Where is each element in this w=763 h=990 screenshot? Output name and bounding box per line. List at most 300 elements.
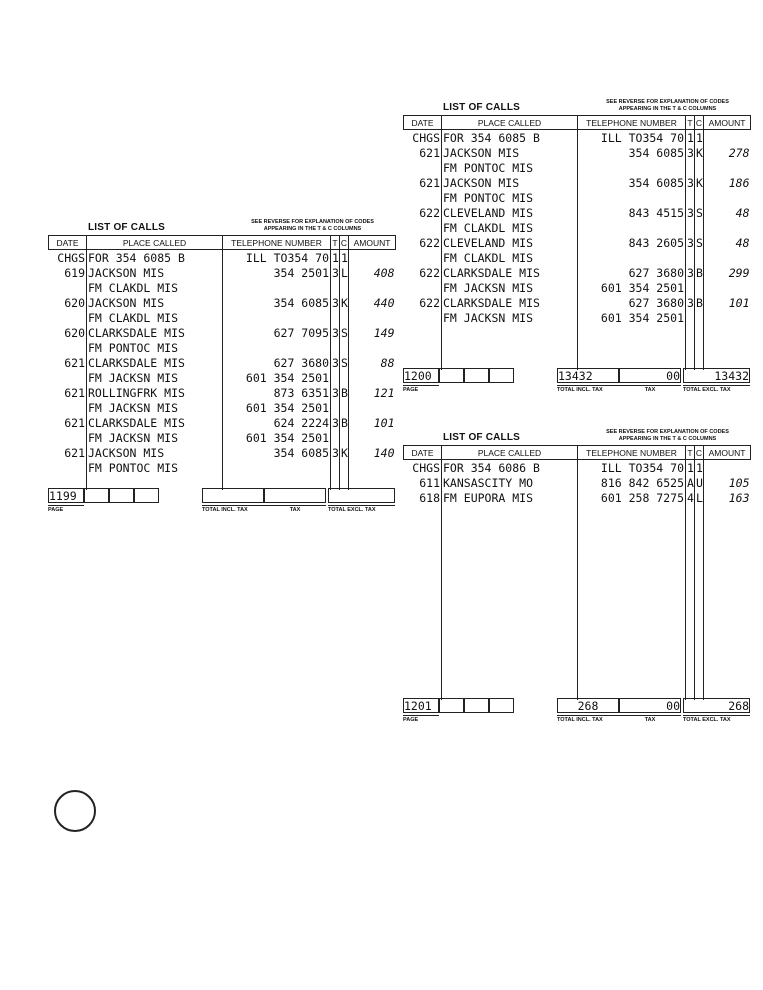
blank-box (109, 488, 134, 503)
call-cell-place: FM CLAKDL MIS (442, 220, 578, 235)
call-cell-t (331, 370, 340, 385)
call-row (49, 295, 396, 310)
call-cell-tel: 601 354 2501 (578, 280, 686, 295)
call-cell-date (49, 430, 87, 445)
call-cell-t (686, 280, 695, 295)
call-cell-date (49, 370, 87, 385)
call-row (404, 535, 751, 550)
call-cell-t (686, 325, 695, 340)
call-cell-tel: 843 2605 (578, 235, 686, 250)
tax-label: TAX (619, 715, 681, 723)
col-t-header: T (687, 447, 693, 458)
call-cell-place: CLARKSDALE MIS (442, 295, 578, 310)
codes-note-line-2: APPEARING IN THE T & C COLUMNS (618, 436, 717, 442)
call-cell-amount (704, 640, 751, 655)
call-cell-amount (704, 610, 751, 625)
call-row (49, 445, 396, 460)
call-cell-amount: 105 (704, 475, 751, 490)
statement-footer (403, 368, 750, 393)
call-cell-date (404, 520, 442, 535)
total-incl-tax-label: TOTAL INCL. TAX (202, 505, 264, 513)
call-cell-t (686, 520, 695, 535)
call-cell-date (404, 640, 442, 655)
codes-explanation-note (585, 99, 750, 113)
call-cell-c (695, 325, 704, 340)
call-cell-date: 611 (404, 475, 442, 490)
tax-label: TAX (619, 385, 681, 393)
call-cell-tel: 624 2224 (223, 415, 331, 430)
call-cell-c (695, 160, 704, 175)
blank-box (134, 488, 159, 503)
call-cell-c: K (696, 176, 703, 190)
call-cell-c (695, 625, 704, 640)
call-cell-date (404, 190, 442, 205)
call-cell-place (442, 610, 578, 625)
call-cell-date: 622 (404, 205, 442, 220)
call-cell-tel: 627 3680 (223, 355, 331, 370)
total-incl-tax-box: 268 (557, 698, 619, 713)
call-cell-c (695, 565, 704, 580)
call-row (49, 460, 396, 475)
call-cell-t (331, 430, 340, 445)
call-cell-amount (704, 580, 751, 595)
call-cell-t (686, 640, 695, 655)
call-row (404, 625, 751, 640)
call-cell-t: A (687, 476, 694, 490)
call-cell-date: 618 (404, 490, 442, 505)
call-cell-c: B (696, 266, 703, 280)
call-cell-t: 1 (687, 461, 694, 475)
call-cell-amount: 408 (349, 265, 396, 280)
codes-note-line-2: APPEARING IN THE T & C COLUMNS (263, 226, 362, 232)
call-cell-amount: 149 (349, 325, 396, 340)
call-cell-date (49, 280, 87, 295)
call-cell-place (442, 625, 578, 640)
total-excl-tax-label: TOTAL EXCL. TAX (328, 505, 395, 513)
call-cell-amount (704, 310, 751, 325)
call-cell-t (686, 610, 695, 625)
call-cell-amount: 88 (349, 355, 396, 370)
call-cell-date (404, 250, 442, 265)
call-cell-amount (704, 190, 751, 205)
call-cell-amount (704, 220, 751, 235)
call-cell-date: 621 (404, 145, 442, 160)
call-row (404, 550, 751, 565)
call-cell-place (442, 505, 578, 520)
call-cell-place (442, 340, 578, 355)
call-cell-c: K (696, 146, 703, 160)
call-cell-amount (704, 280, 751, 295)
call-cell-c (695, 220, 704, 235)
call-cell-date (49, 400, 87, 415)
call-cell-date: 620 (49, 295, 87, 310)
call-row (49, 355, 396, 370)
call-cell-tel (578, 505, 686, 520)
call-cell-place (442, 580, 578, 595)
call-cell-amount: 121 (349, 385, 396, 400)
call-cell-c (695, 610, 704, 625)
call-cell-amount (704, 550, 751, 565)
call-cell-c: K (341, 446, 348, 460)
call-cell-amount (704, 130, 751, 146)
call-row (404, 250, 751, 265)
call-cell-t (331, 400, 340, 415)
call-cell-amount (704, 520, 751, 535)
call-row (404, 130, 751, 146)
call-cell-c (695, 670, 704, 685)
call-cell-amount (704, 460, 751, 476)
call-row (49, 430, 396, 445)
codes-explanation-note (585, 429, 750, 443)
total-incl-tax-box (202, 488, 264, 503)
call-cell-place: JACKSON MIS (87, 445, 223, 460)
call-cell-date: 621 (49, 385, 87, 400)
call-row (49, 325, 396, 340)
call-cell-place: FOR 354 6085 B (87, 250, 223, 266)
tax-label: TAX (264, 505, 326, 513)
call-cell-amount (349, 310, 396, 325)
call-cell-t (686, 550, 695, 565)
call-cell-date (404, 535, 442, 550)
call-cell-amount (704, 160, 751, 175)
codes-note-line-1: SEE REVERSE FOR EXPLANATION OF CODES (606, 99, 729, 105)
call-cell-tel (223, 340, 331, 355)
call-cell-amount (349, 400, 396, 415)
call-cell-date (49, 310, 87, 325)
call-cell-place: FM PONTOC MIS (442, 190, 578, 205)
call-cell-t: 1 (332, 251, 339, 265)
call-cell-tel: 601 354 2501 (578, 310, 686, 325)
call-cell-tel: ILL TO354 70 (578, 460, 686, 476)
call-cell-t (686, 160, 695, 175)
col-telephone-header: TELEPHONE NUMBER (223, 236, 331, 250)
call-cell-t (331, 340, 340, 355)
call-cell-date (404, 220, 442, 235)
call-cell-t (686, 340, 695, 355)
call-cell-amount (349, 280, 396, 295)
call-cell-t (686, 310, 695, 325)
call-cell-date (404, 310, 442, 325)
total-excl-tax-label: TOTAL EXCL. TAX (683, 715, 750, 723)
call-cell-tel: 354 6085 (578, 175, 686, 190)
call-cell-tel (578, 325, 686, 340)
call-cell-date (404, 625, 442, 640)
call-cell-c: S (341, 356, 348, 370)
col-amount-header: AMOUNT (349, 236, 396, 250)
call-cell-t (331, 460, 340, 475)
call-cell-amount (349, 430, 396, 445)
call-cell-amount (704, 595, 751, 610)
call-cell-tel: 354 6085 (223, 295, 331, 310)
call-cell-tel (578, 640, 686, 655)
call-row (404, 670, 751, 685)
call-cell-place (442, 520, 578, 535)
call-cell-place: FOR 354 6085 B (442, 130, 578, 146)
call-statement-page-1200 (403, 99, 750, 398)
call-cell-place: FM PONTOC MIS (442, 160, 578, 175)
total-excl-tax-box (328, 488, 395, 503)
call-cell-amount: 101 (349, 415, 396, 430)
call-cell-tel: 354 6085 (223, 445, 331, 460)
list-of-calls-title: LIST OF CALLS (443, 432, 521, 443)
col-telephone-header: TELEPHONE NUMBER (578, 446, 686, 460)
call-cell-place: JACKSON MIS (87, 295, 223, 310)
call-cell-place: FM CLAKDL MIS (87, 280, 223, 295)
call-cell-tel (223, 280, 331, 295)
call-cell-amount (704, 670, 751, 685)
calls-table (403, 115, 751, 370)
call-cell-place: KANSASCITY MO (442, 475, 578, 490)
call-cell-date: 621 (49, 415, 87, 430)
call-cell-t: 3 (687, 296, 694, 310)
call-cell-c: B (341, 416, 348, 430)
call-cell-c (340, 280, 349, 295)
call-cell-t (331, 310, 340, 325)
call-cell-t: 3 (332, 446, 339, 460)
call-cell-c: 1 (341, 251, 348, 265)
call-cell-t (686, 220, 695, 235)
call-cell-t: 3 (687, 176, 694, 190)
call-cell-tel (578, 580, 686, 595)
call-cell-place: FOR 354 6086 B (442, 460, 578, 476)
call-cell-tel: ILL TO354 70 (223, 250, 331, 266)
call-cell-c: 1 (696, 131, 703, 145)
call-cell-t: 3 (332, 416, 339, 430)
call-cell-amount: 48 (704, 205, 751, 220)
call-cell-date (404, 580, 442, 595)
call-cell-t: 3 (687, 206, 694, 220)
call-row (404, 280, 751, 295)
call-cell-amount: 48 (704, 235, 751, 250)
call-cell-t (686, 595, 695, 610)
call-cell-place: JACKSON MIS (87, 265, 223, 280)
call-cell-t (686, 250, 695, 265)
call-cell-t: 3 (687, 266, 694, 280)
total-excl-tax-box: 13432 (683, 368, 750, 383)
call-cell-tel: 354 2501 (223, 265, 331, 280)
call-cell-c (695, 250, 704, 265)
call-cell-tel: ILL TO354 70 (578, 130, 686, 146)
call-cell-tel: 843 4515 (578, 205, 686, 220)
col-place-header: PLACE CALLED (87, 236, 223, 250)
call-row (404, 655, 751, 670)
call-cell-tel (578, 595, 686, 610)
call-row (49, 340, 396, 355)
col-t-header: T (687, 117, 693, 128)
call-cell-place: CLARKSDALE MIS (87, 415, 223, 430)
call-cell-t (686, 565, 695, 580)
call-cell-amount: 163 (704, 490, 751, 505)
call-cell-tel (578, 190, 686, 205)
call-cell-amount (349, 370, 396, 385)
call-cell-t: 3 (687, 146, 694, 160)
call-cell-tel: 816 842 6525 (578, 475, 686, 490)
call-cell-date (404, 610, 442, 625)
blank-box (464, 368, 489, 383)
call-cell-t: 3 (332, 266, 339, 280)
col-c-header: C (695, 117, 703, 128)
tax-box: 00 (619, 698, 681, 713)
tax-box: 00 (619, 368, 681, 383)
call-cell-date (404, 655, 442, 670)
call-row (404, 205, 751, 220)
col-date-header: DATE (404, 116, 442, 130)
call-cell-c: U (696, 476, 703, 490)
call-cell-tel: 601 354 2501 (223, 430, 331, 445)
call-cell-date (404, 160, 442, 175)
call-cell-place: FM JACKSN MIS (87, 370, 223, 385)
call-row (404, 595, 751, 610)
call-cell-date (404, 565, 442, 580)
col-date-header: DATE (49, 236, 87, 250)
call-cell-date (49, 460, 87, 475)
call-cell-t: 3 (332, 326, 339, 340)
call-cell-tel (578, 670, 686, 685)
page-label: PAGE (403, 385, 439, 393)
total-incl-tax-label: TOTAL INCL. TAX (557, 385, 619, 393)
call-row (404, 505, 751, 520)
call-cell-amount (349, 340, 396, 355)
call-cell-tel (578, 340, 686, 355)
call-cell-amount: 140 (349, 445, 396, 460)
call-cell-date: 621 (49, 355, 87, 370)
call-cell-t: 3 (332, 356, 339, 370)
calls-table (48, 235, 396, 490)
call-cell-tel: 873 6351 (223, 385, 331, 400)
call-cell-place: FM EUPORA MIS (442, 490, 578, 505)
call-cell-tel (223, 310, 331, 325)
page-number-box: 1199 (48, 488, 84, 503)
call-cell-c (340, 430, 349, 445)
call-cell-date (404, 595, 442, 610)
total-incl-tax-label: TOTAL INCL. TAX (557, 715, 619, 723)
call-row (49, 265, 396, 280)
call-row (49, 310, 396, 325)
call-cell-c: S (696, 206, 703, 220)
calls-table-header (49, 236, 396, 250)
codes-note-line-2: APPEARING IN THE T & C COLUMNS (618, 106, 717, 112)
call-cell-amount (704, 565, 751, 580)
call-cell-tel (578, 565, 686, 580)
call-row (404, 265, 751, 280)
call-row (404, 325, 751, 340)
call-row (404, 160, 751, 175)
call-cell-c: K (341, 296, 348, 310)
call-cell-t: 1 (687, 131, 694, 145)
statement-footer (48, 488, 395, 513)
calls-table-header (404, 116, 751, 130)
call-cell-amount (349, 460, 396, 475)
call-cell-c (695, 640, 704, 655)
call-cell-c: S (341, 326, 348, 340)
call-cell-tel (223, 460, 331, 475)
call-cell-c (340, 370, 349, 385)
call-row (404, 190, 751, 205)
call-cell-t (686, 580, 695, 595)
tax-box (264, 488, 326, 503)
call-cell-amount (704, 505, 751, 520)
call-cell-tel: 601 354 2501 (223, 400, 331, 415)
call-row (404, 220, 751, 235)
call-cell-c (695, 655, 704, 670)
call-cell-amount: 101 (704, 295, 751, 310)
call-cell-c (695, 280, 704, 295)
call-row (49, 385, 396, 400)
call-row (404, 475, 751, 490)
page-label: PAGE (48, 505, 84, 513)
call-cell-place: FM PONTOC MIS (87, 340, 223, 355)
call-row (404, 520, 751, 535)
call-cell-tel: 354 6085 (578, 145, 686, 160)
call-cell-date: 619 (49, 265, 87, 280)
total-excl-tax-label: TOTAL EXCL. TAX (683, 385, 750, 393)
call-cell-place: CLARKSDALE MIS (442, 265, 578, 280)
call-cell-tel: 627 3680 (578, 295, 686, 310)
call-cell-place (442, 535, 578, 550)
call-cell-c (695, 550, 704, 565)
call-cell-c: L (341, 266, 348, 280)
call-cell-t (686, 190, 695, 205)
call-row (404, 310, 751, 325)
call-cell-c (695, 340, 704, 355)
call-cell-c (340, 400, 349, 415)
call-cell-place: CLEVELAND MIS (442, 205, 578, 220)
blank-box (464, 698, 489, 713)
call-row (404, 340, 751, 355)
call-cell-tel (578, 625, 686, 640)
call-cell-c (340, 460, 349, 475)
call-cell-c: B (341, 386, 348, 400)
call-cell-c (695, 580, 704, 595)
page-number-box: 1200 (403, 368, 439, 383)
call-row (404, 145, 751, 160)
call-cell-date: 622 (404, 235, 442, 250)
list-of-calls-title: LIST OF CALLS (443, 102, 521, 113)
call-cell-place: FM JACKSN MIS (87, 400, 223, 415)
list-of-calls-title: LIST OF CALLS (88, 222, 166, 233)
call-row (404, 235, 751, 250)
call-cell-date (404, 505, 442, 520)
call-cell-place: CLARKSDALE MIS (87, 325, 223, 340)
call-cell-amount (704, 535, 751, 550)
col-c-header: C (340, 237, 348, 248)
call-cell-place: FM CLAKDL MIS (442, 250, 578, 265)
call-cell-date (49, 340, 87, 355)
call-cell-c (695, 505, 704, 520)
page-number-box: 1201 (403, 698, 439, 713)
col-c-header: C (695, 447, 703, 458)
call-cell-t (686, 505, 695, 520)
call-cell-t (686, 625, 695, 640)
call-statement-page-1201 (403, 429, 750, 728)
blank-box (84, 488, 109, 503)
call-cell-c (695, 310, 704, 325)
call-cell-c: S (696, 236, 703, 250)
call-cell-t (686, 670, 695, 685)
call-cell-place (442, 670, 578, 685)
call-cell-date (404, 670, 442, 685)
call-cell-c (340, 340, 349, 355)
call-cell-amount (704, 655, 751, 670)
call-cell-t: 3 (332, 296, 339, 310)
page-label: PAGE (403, 715, 439, 723)
call-cell-tel: 601 258 7275 (578, 490, 686, 505)
call-row (404, 580, 751, 595)
call-cell-date: 622 (404, 265, 442, 280)
blank-box (439, 698, 464, 713)
call-row (404, 175, 751, 190)
call-cell-amount: 440 (349, 295, 396, 310)
